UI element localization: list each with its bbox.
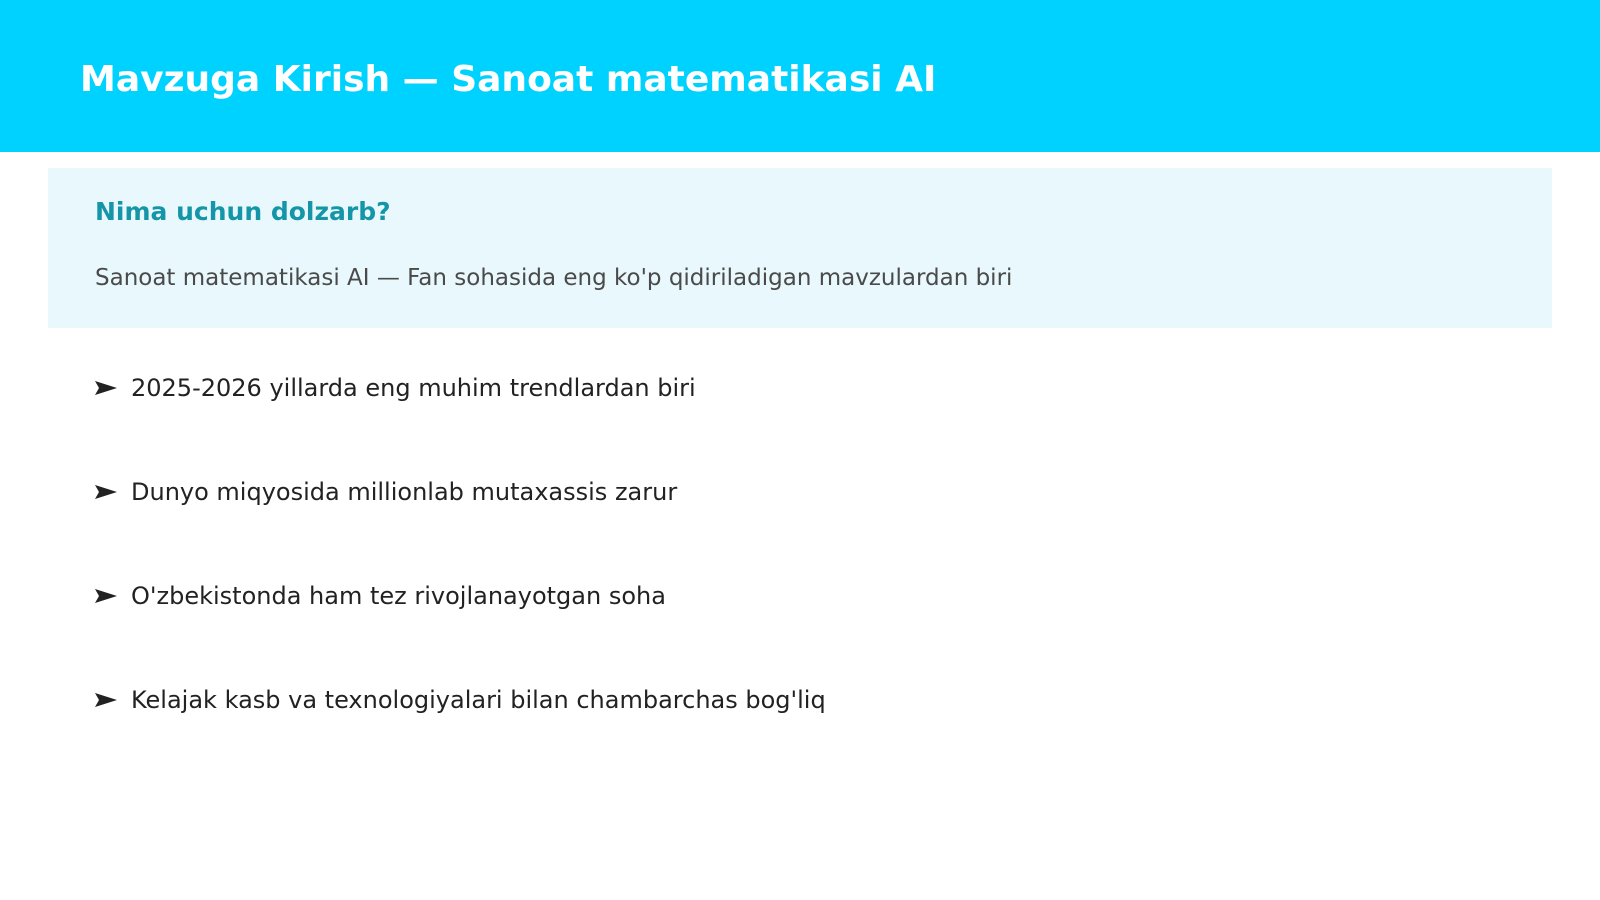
bullet-text: 2025-2026 yillarda eng muhim trendlardan biri bbox=[131, 374, 696, 402]
bullet-text: Dunyo miqyosida millionlab mutaxassis zarur bbox=[131, 478, 678, 506]
list-item bbox=[95, 474, 826, 578]
triangle-right-icon bbox=[95, 578, 119, 614]
bullet-text: O'zbekistonda ham tez rivojlanayotgan soha bbox=[131, 582, 666, 610]
list-item bbox=[95, 578, 826, 682]
triangle-right-icon bbox=[95, 682, 119, 718]
callout-box bbox=[48, 168, 1552, 328]
bullet-list bbox=[95, 370, 826, 786]
triangle-right-icon bbox=[95, 474, 119, 510]
bullet-text: Kelajak kasb va texnologiyalari bilan chambarchas bog'liq bbox=[131, 686, 826, 714]
callout-title: Nima uchun dolzarb? bbox=[95, 197, 391, 226]
list-item bbox=[95, 370, 826, 474]
list-item bbox=[95, 682, 826, 786]
page-title: Mavzuga Kirish — Sanoat matematikasi AI bbox=[80, 59, 937, 100]
triangle-right-icon bbox=[95, 370, 119, 406]
header-banner bbox=[0, 0, 1600, 152]
callout-text: Sanoat matematikasi AI — Fan sohasida eng ko'p qidiriladigan mavzulardan biri bbox=[95, 265, 1013, 291]
